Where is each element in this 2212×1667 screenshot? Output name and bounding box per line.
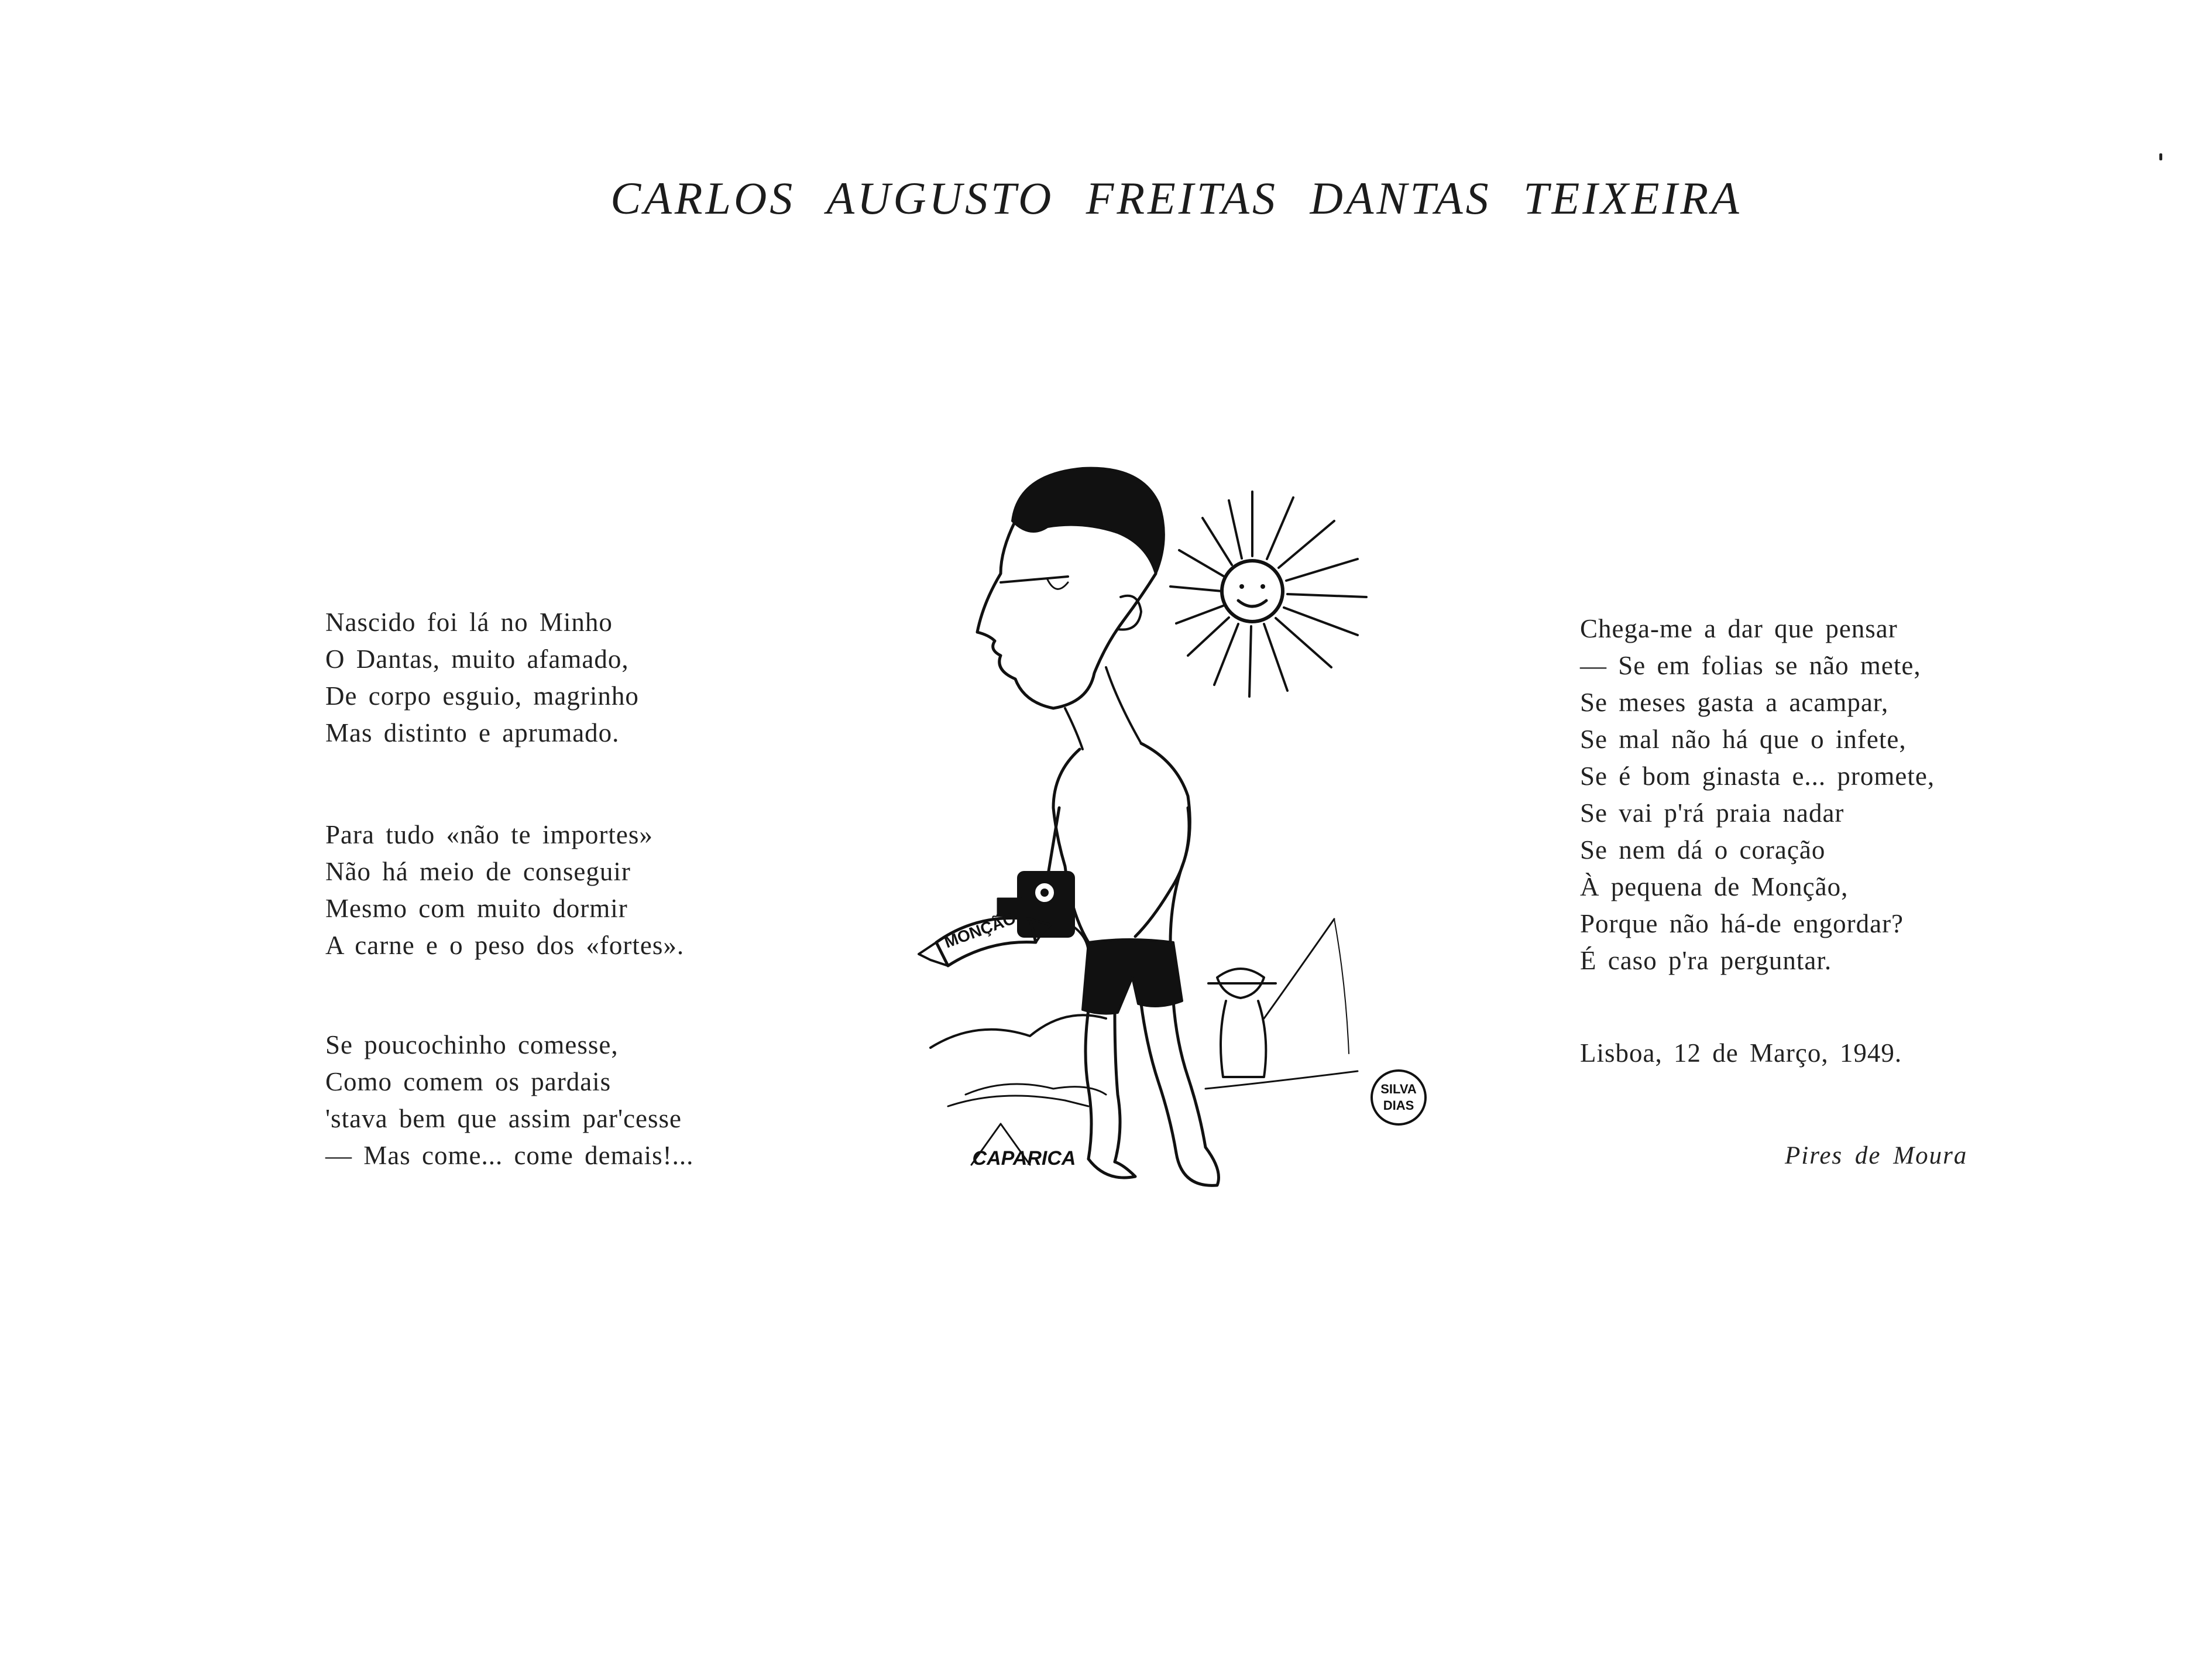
poem-line: Chega-me a dar que pensar <box>1580 614 1898 643</box>
banner-text: MONÇÃO <box>942 908 1018 952</box>
poem-line: Se meses gasta a acampar, <box>1580 688 1889 717</box>
page-title: CARLOS AUGUSTO FREITAS DANTAS TEIXEIRA <box>610 173 1742 224</box>
head <box>977 521 1156 708</box>
poem-line: Se nem dá o coração <box>1580 835 1826 865</box>
poem-line: Mesmo com muito dormir <box>325 894 628 923</box>
poem-line: À pequena de Monção, <box>1580 872 1849 901</box>
poem-line: Como comem os pardais <box>325 1067 612 1096</box>
artist-stamp <box>1372 1071 1426 1124</box>
poem-line: Para tudo «não te importes» <box>325 820 653 849</box>
poem-line: De corpo esguio, magrinho <box>325 681 639 711</box>
poem-line: Porque não há-de engordar? <box>1580 909 1904 938</box>
scan-speck <box>2159 153 2162 160</box>
swim-trunks <box>1083 939 1182 1014</box>
poem-line: — Se em folias se não mete, <box>1580 651 1921 680</box>
poem-line: Se poucochinho comesse, <box>325 1030 619 1059</box>
poem-line: É caso p'ra perguntar. <box>1580 946 1832 975</box>
fisherman-figure <box>1205 919 1358 1089</box>
poem-line: 'stava bem que assim par'cesse <box>325 1104 682 1133</box>
poem-stanza-1 <box>325 604 639 752</box>
caricature-illustration <box>913 457 1440 1194</box>
poem-line: Mas distinto e aprumado. <box>325 718 620 747</box>
dateline: Lisboa, 12 de Março, 1949. <box>1580 1038 1902 1068</box>
poem-line: Não há meio de conseguir <box>325 857 631 886</box>
poem-line: Se mal não há que o infete, <box>1580 725 1907 754</box>
poem-line: — Mas come... come demais!... <box>325 1141 694 1170</box>
poem-line: O Dantas, muito afamado, <box>325 644 629 674</box>
artist-stamp-line-1: SILVA <box>1380 1082 1417 1096</box>
hair <box>1012 468 1164 574</box>
poem-stanza-4 <box>1580 610 1935 979</box>
poem-line: A carne e o peso dos «fortes». <box>325 931 685 960</box>
ground-text: CAPARICA <box>972 1147 1076 1169</box>
poem-line: Se é bom ginasta e... promete, <box>1580 762 1935 791</box>
author-signature: Pires de Moura <box>1785 1142 1968 1169</box>
artist-stamp-line-2: DIAS <box>1383 1098 1414 1113</box>
poem-stanza-2 <box>325 817 684 964</box>
sun-icon <box>1170 492 1366 697</box>
poem-line: Se vai p'rá praia nadar <box>1580 798 1845 828</box>
poem-stanza-3 <box>325 1027 693 1174</box>
poem-line: Nascido foi lá no Minho <box>325 608 613 637</box>
